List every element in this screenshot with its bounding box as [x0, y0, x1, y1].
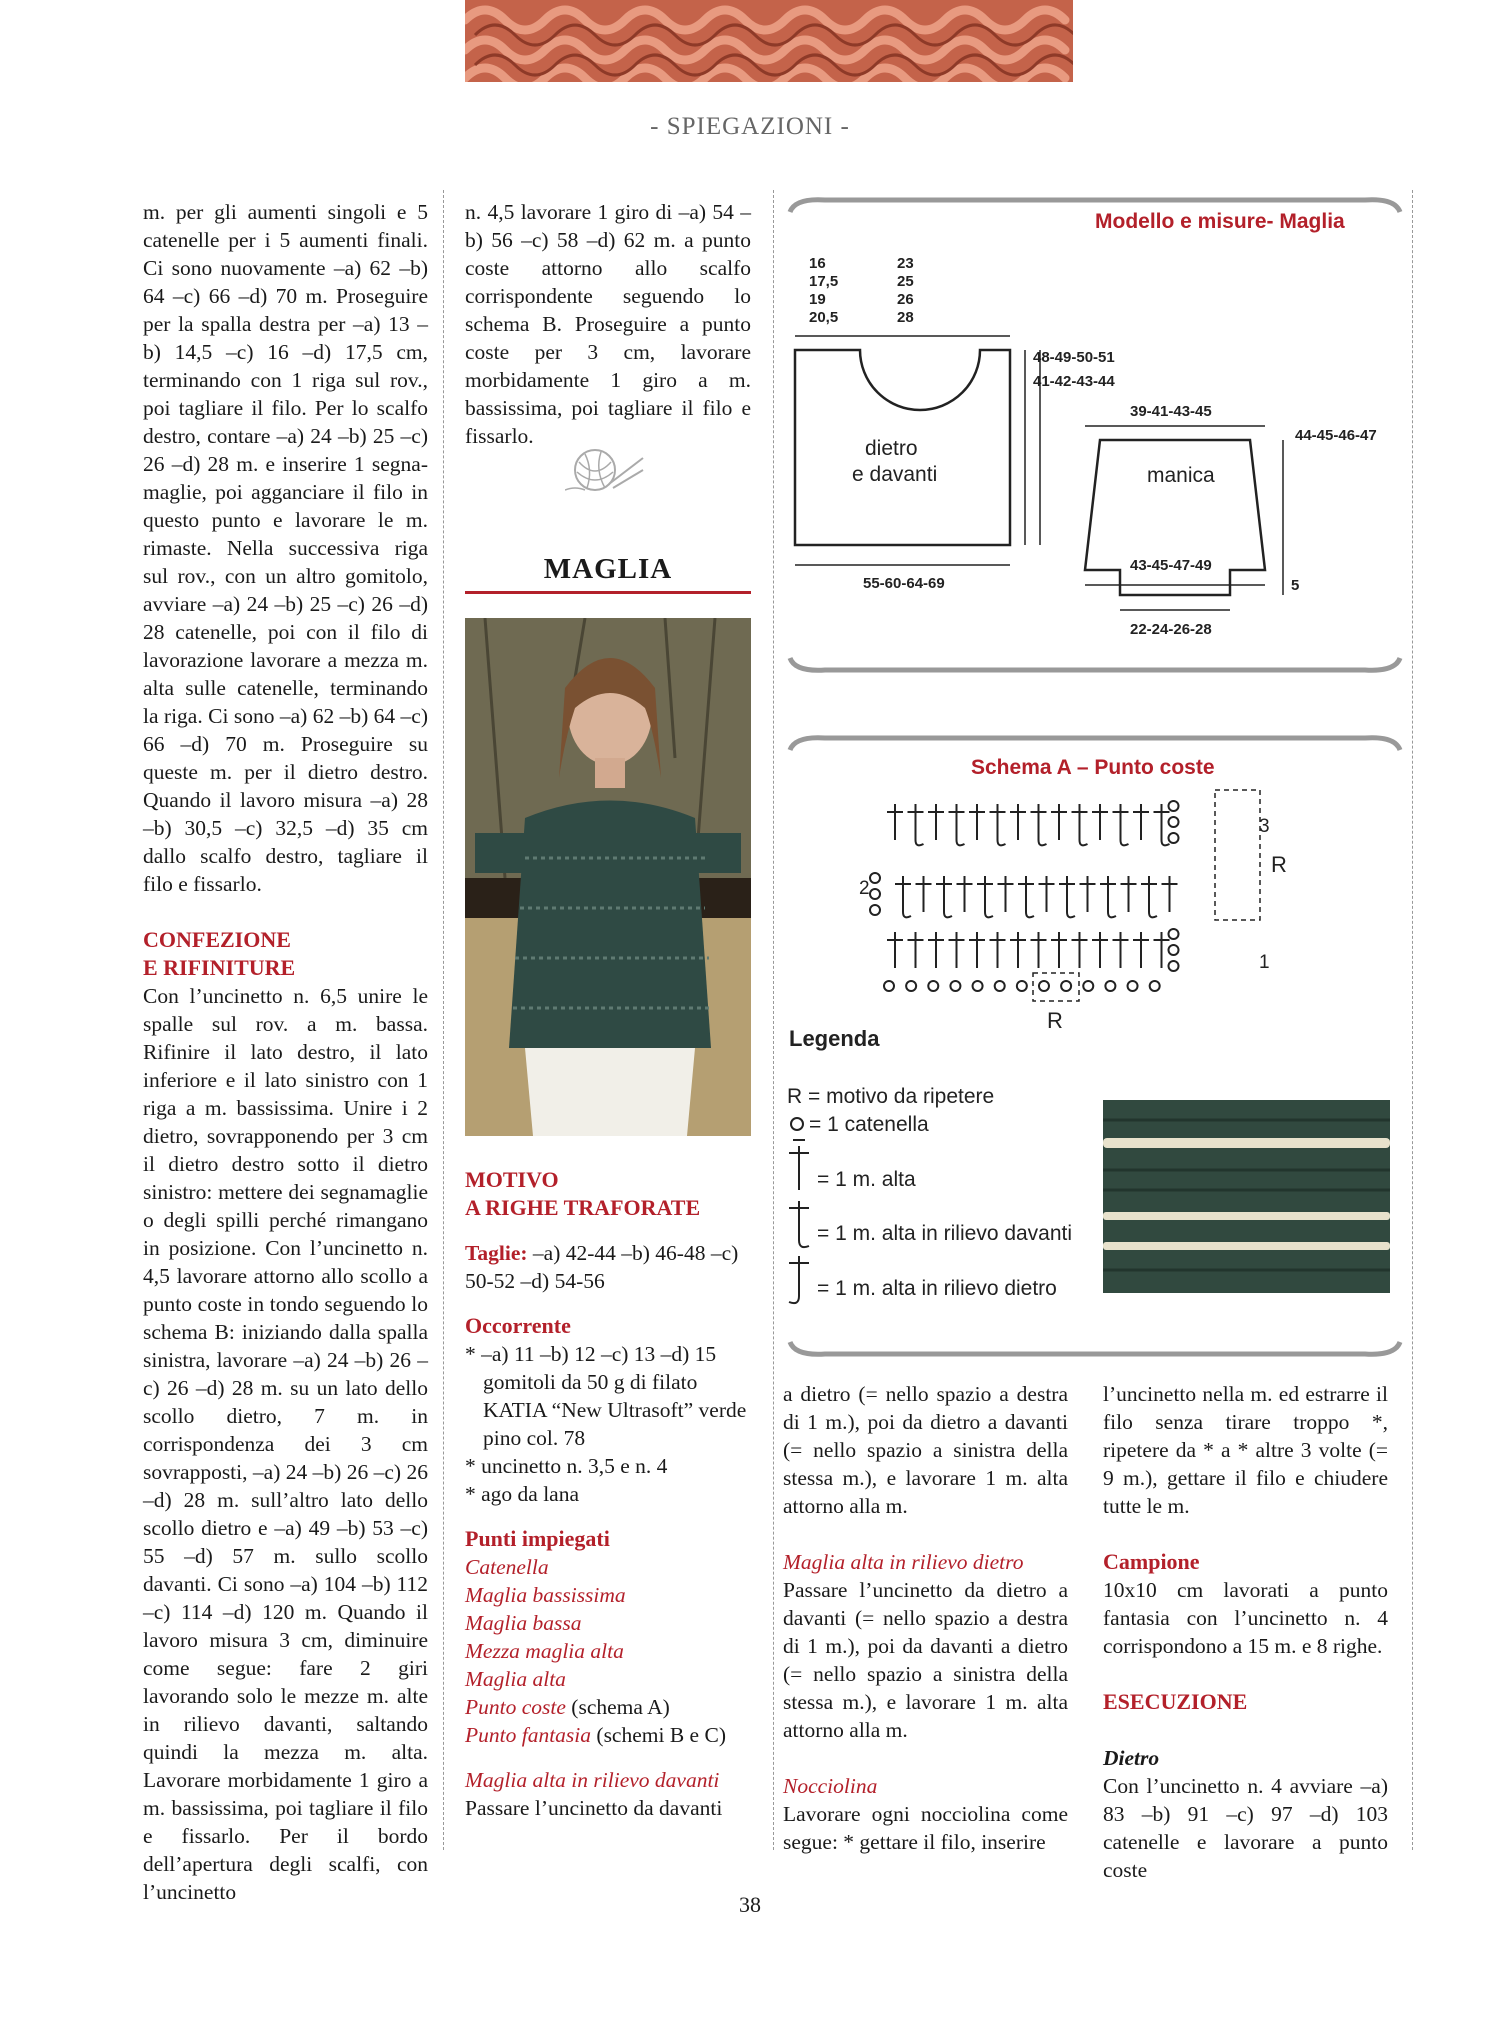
chart-symbol — [1149, 912, 1157, 917]
repeat-label: R — [1047, 1008, 1063, 1033]
column-2-top — [465, 198, 751, 450]
chart-symbol — [916, 840, 924, 845]
chart-symbol — [995, 981, 1005, 991]
chart-symbol — [1128, 981, 1138, 991]
neck-left-dim: 19 — [809, 291, 826, 308]
section-heading: A RIGHE TRAFORATE — [465, 1195, 701, 1220]
sleeve-height: 44-45-46-47 — [1295, 427, 1377, 444]
section-title: - SPIEGAZIONI - — [650, 113, 850, 140]
legend-item: = 1 m. alta in rilievo davanti — [817, 1222, 1073, 1245]
legend-item: = 1 m. alta in rilievo dietro — [817, 1277, 1057, 1300]
section-heading: Punti impiegati — [465, 1526, 610, 1551]
chart-symbol — [870, 889, 880, 899]
chart-symbol — [944, 912, 952, 917]
chart-symbol — [1080, 840, 1088, 845]
body-height-inner: 41-42-43-44 — [1033, 373, 1115, 390]
diagram-title: Modello e misure- Maglia — [1095, 210, 1345, 233]
section-heading: E RIFINITURE — [143, 955, 296, 980]
measurements-diagram — [785, 190, 1405, 680]
chart-symbol — [1083, 981, 1093, 991]
body-height-outer: 48-49-50-51 — [1033, 349, 1115, 366]
legend-item: R = motivo da ripetere — [787, 1085, 995, 1108]
chart-symbol — [870, 873, 880, 883]
body-text: m. per gli aumenti singoli e 5 catenelle per i 5 aumenti finali. Ci sono nuovamente –a) 62 –b) 64 –c) 66 –d) 70 m. Proseguire per la spalla destra per –a) 13 –b) 14,5 –c) 16 –d) 17,5 cm, terminando con 1 riga sul rov., poi tagliare il filo. Per lo scalfo destro, contare –a) 24 –b) 25 –c) 26 –d) 28 m. e inserire 1 segna-maglie, poi agganciare il filo in questo punto e lavorare le m. rimaste. Nella successiva riga sul rov., con un altro gomitolo, avviare –a) 24 –b) 25 –c) 26 –d) 28 catenelle, poi con il filo di lavorazione lavorare a mezza m. alta sulle catenelle, terminando la riga. Ci sono –a) 62 –b) 64 –c) 66 –d) 70 m. Proseguire su queste m. per il dietro destro. Quando il lavoro misura –a) 28 –b) 30,5 –c) 32,5 –d) 35 cm dallo scalfo destro, tagliare il filo e fissarlo. — [143, 200, 428, 896]
chart-symbol — [1039, 981, 1049, 991]
neck-left-dim: 20,5 — [809, 309, 839, 326]
chart-symbol — [1017, 981, 1027, 991]
chart-symbol — [903, 912, 911, 917]
chart-symbol — [1026, 912, 1034, 917]
section-heading: Occorrente — [465, 1313, 571, 1338]
chart-symbol — [1150, 981, 1160, 991]
neck-left-dim: 16 — [809, 255, 826, 272]
legend-item: = 1 m. alta — [817, 1168, 916, 1191]
punto-name: Mezza maglia alta — [465, 1639, 624, 1663]
body-text: l’uncinetto nella m. ed estrarre il filo senza tirare troppo *, ripetere da * a * altre 3 volte (= 9 m.), gettare il filo e chiudere tutte le m. — [1103, 1382, 1388, 1518]
punto-name: Maglia alta — [465, 1667, 566, 1691]
sleeve-bottom: 43-45-47-49 — [1130, 557, 1212, 574]
body-label: e davanti — [852, 463, 938, 486]
chart-symbol — [870, 905, 880, 915]
punto-note: (schema A) — [565, 1695, 670, 1719]
chart-symbol — [1169, 961, 1179, 971]
body-text: Con l’uncinetto n. 6,5 unire le spalle sul rov. a m. bassa. Rifinire il lato destro, il lato inferiore e il lato sinistro con 1 riga a m. bassissima. Unire i 2 dietro, sovrapponendo per 3 cm il dietro destro sotto il dietro sinistro: mettere dei segnamaglie o degli spilli perché rimangano in posizione. Con l’uncinetto n. 4,5 lavorare attorno allo scollo a punto coste in tondo seguendo lo schema B: iniziando dalla spalla sinistra, lavorare –a) 24 –b) 26 –c) 26 –d) 28 m. su un lato dello scollo dietro, 7 m. in corrispondenza dei 3 cm sovrapposti, –a) 24 –b) 26 –c) 26 –d) 28 m. sull’altro lato dello scollo dietro e –a) 49 –b) 53 –c) 55 –d) 57 m. sullo scollo davanti. Ci sono –a) 104 –b) 112 –c) 114 –d) 120 m. Quando il lavoro misura 3 cm, diminuire come segue: fare 2 giri lavorando solo le mezze m. alte in rilievo davanti, saltando quindi la mezza m. alta. Lavorare morbidamente 1 giro a m. bassissima, poi tagliare il filo e fissarlo. Per il bordo dell’apertura degli scalfi, con l’uncinetto — [143, 984, 428, 1904]
body-width: 55-60-64-69 — [863, 575, 945, 592]
column-divider — [443, 190, 444, 1850]
section-heading: MOTIVO — [465, 1167, 559, 1192]
maglia-title: MAGLIA — [543, 553, 673, 585]
section-heading: CONFEZIONE — [143, 927, 291, 952]
column-3 — [783, 1380, 1068, 1856]
row-label: 2 — [859, 878, 870, 899]
body-label: dietro — [865, 437, 918, 460]
yarn-texture-image — [465, 0, 1073, 82]
body-text: Con l’uncinetto n. 4 avviare –a) 83 –b) 91 –c) 97 –d) 103 catenelle e lavorare a punto coste — [1103, 1774, 1388, 1882]
neck-right-dim: 28 — [897, 309, 914, 326]
stitch-heading: Maglia alta in rilievo dietro — [783, 1550, 1024, 1574]
repeat-label: R — [1271, 852, 1287, 877]
body-text: Passare l’uncinetto da davanti — [465, 1796, 723, 1820]
stitch-heading: Nocciolina — [783, 1774, 878, 1798]
neck-left-dim: 17,5 — [809, 273, 839, 290]
chart-symbol — [1061, 981, 1071, 991]
taglie-text: –a) 42-44 –b) 46-48 –c) 50-52 –d) 54-56 — [465, 1241, 739, 1293]
chart-symbol — [1067, 912, 1075, 917]
chart-symbol — [998, 840, 1006, 845]
column-1 — [143, 198, 428, 1906]
chart-symbol — [884, 981, 894, 991]
punto-name: Catenella — [465, 1555, 549, 1579]
neck-right-dim: 23 — [897, 255, 914, 272]
occorrente-item: * –a) 11 –b) 12 –c) 13 –d) 15 gomitoli da 50 g di filato KATIA “New Ultrasoft” verde pino col. 78 — [465, 1342, 747, 1450]
chart-symbol — [973, 981, 983, 991]
punto-name: Maglia bassissima — [465, 1583, 626, 1607]
column-divider — [1412, 190, 1413, 1850]
chart-symbol — [957, 840, 965, 845]
column-2-bottom — [465, 1166, 751, 1822]
body-text: Passare l’uncinetto da dietro a davanti (= nello spazio a destra di 1 m.), poi da davanti a dietro (= nello spazio a sinistra della stessa m.), e lavorare 1 m. alta attorno alla m. — [783, 1578, 1068, 1742]
chart-symbol — [1169, 929, 1179, 939]
chart-symbol — [1169, 801, 1179, 811]
chart-symbol — [1169, 833, 1179, 843]
punto-name: Punto fantasia — [465, 1723, 592, 1747]
chart-symbol — [1169, 945, 1179, 955]
legend-title: Legenda — [789, 1026, 880, 1051]
sleeve-top: 39-41-43-45 — [1130, 403, 1212, 420]
page-number: 38 — [739, 1892, 761, 1917]
occorrente-item: * ago da lana — [465, 1482, 580, 1506]
swatch-photo — [1103, 1100, 1390, 1293]
diagram-title: Schema A – Punto coste — [971, 756, 1215, 779]
chart-symbol — [1108, 912, 1116, 917]
taglie-label: Taglie: — [465, 1241, 528, 1265]
occorrente-item: * uncinetto n. 3,5 e n. 4 — [465, 1454, 668, 1478]
row-label: 3 — [1259, 816, 1270, 837]
cuff-width: 22-24-26-28 — [1130, 621, 1212, 638]
section-heading: Campione — [1103, 1549, 1200, 1574]
column-divider — [773, 190, 774, 1850]
chart-symbol — [985, 912, 993, 917]
punto-note: (schemi B e C) — [591, 1723, 726, 1747]
title-rule — [465, 591, 751, 594]
section-heading: ESECUZIONE — [1103, 1689, 1248, 1714]
chart-symbol — [950, 981, 960, 991]
body-text: Lavorare ogni nocciolina come segue: * gettare il filo, inserire — [783, 1802, 1068, 1854]
chart-symbol — [906, 981, 916, 991]
body-text: 10x10 cm lavorati a punto fantasia con l’uncinetto n. 4 corrispondono a 15 m. e 8 righe. — [1103, 1578, 1388, 1658]
subsection-heading: Dietro — [1103, 1746, 1160, 1770]
chart-symbol — [1121, 840, 1129, 845]
legend-item: = 1 catenella — [809, 1113, 929, 1136]
sleeve-label: manica — [1147, 464, 1215, 487]
neck-right-dim: 26 — [897, 291, 914, 308]
cuff-height: 5 — [1291, 577, 1300, 594]
neck-right-dim: 25 — [897, 273, 914, 290]
stitch-heading: Maglia alta in rilievo davanti — [465, 1768, 720, 1792]
chart-symbol — [1039, 840, 1047, 845]
yarn-ball-icon — [565, 440, 645, 496]
row-label: 1 — [1259, 952, 1270, 973]
column-4 — [1103, 1380, 1388, 1884]
chain-symbol-icon — [791, 1118, 803, 1130]
chart-symbol — [928, 981, 938, 991]
punto-name: Maglia bassa — [465, 1611, 582, 1635]
body-text: a dietro (= nello spazio a destra di 1 m.), poi da dietro a davanti (= nello spazio a sinistra della stessa m.), e lavorare 1 m. alta attorno alla m. — [783, 1382, 1068, 1518]
model-photo — [465, 618, 751, 1136]
header-yarn-banner — [465, 0, 1073, 82]
chart-symbol — [1105, 981, 1115, 991]
punto-name: Punto coste — [465, 1695, 566, 1719]
chart-symbol — [1169, 817, 1179, 827]
body-text: n. 4,5 lavorare 1 giro di –a) 54 –b) 56 –c) 58 –d) 62 m. a punto coste attorno allo scalfo corrispondente seguendo lo schema B. Proseguire a punto coste per 3 cm, lavorare morbidamente 1 giro a m. bassissima, poi tagliare il filo e fissarlo. — [465, 200, 751, 448]
